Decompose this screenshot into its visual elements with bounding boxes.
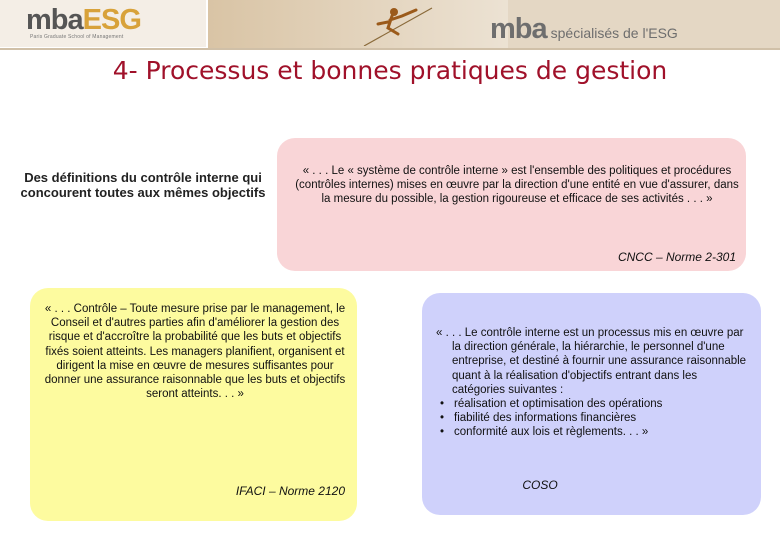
definitions-caption: Des définitions du contrôle interne qui concourent toutes aux mêmes objectifs	[20, 170, 266, 200]
header-divider	[0, 48, 780, 50]
header-banner-gradient	[208, 0, 508, 49]
cncc-quote-source: CNCC – Norme 2-301	[617, 250, 736, 264]
slide-title: 4- Processus et bonnes pratiques de gestion	[112, 56, 668, 85]
list-item: • réalisation et optimisation des opérations	[454, 397, 752, 411]
coso-categories-list	[436, 397, 752, 440]
ifaci-quote-source: IFACI – Norme 2120	[235, 484, 345, 498]
ifaci-quote-text: « . . . Contrôle – Toute mesure prise par le management, le Conseil et d'autres parties afin d'améliorer la gestion des risque et d'accroître la probabilité que les buts et objectifs fixés soient atteints. Les managers planifient, organisent et dirigent la mise en œuvre de mesures suffisantes pour donner une assurance raisonnable que les buts et objectifs seront atteints. . . »	[44, 303, 346, 401]
coso-quote-text	[436, 326, 752, 440]
list-item: • fiabilité des informations financières	[454, 411, 752, 425]
mba-esg-logo: mbaESG Paris Graduate School of Management	[0, 0, 206, 47]
coso-quote-intro: « . . . Le contrôle interne est un processus mis en œuvre par la direction générale, la hiérarchie, le personnel d'une entreprise, et destiné à fournir une assurance raisonnable quant à la réalisation d'objectifs entrant dans les catégories suivantes :	[436, 327, 747, 396]
cncc-quote-text: « . . . Le « système de contrôle interne » est l'ensemble des politiques et procédures (contrôles internes) mises en œuvre par la direction d'une entité en vue d'assurer, dans la mesure du possible, la gestion rigoureuse et efficace de ses activités . . . »	[295, 165, 739, 206]
slide-header	[0, 0, 780, 52]
mba-specialises-logo: mba spécialisés de l'ESG	[490, 13, 678, 45]
list-item: • conformité aux lois et règlements. . . »	[454, 425, 752, 439]
pole-vaulter-figure-icon	[362, 2, 442, 46]
coso-quote-source: COSO	[522, 478, 558, 492]
